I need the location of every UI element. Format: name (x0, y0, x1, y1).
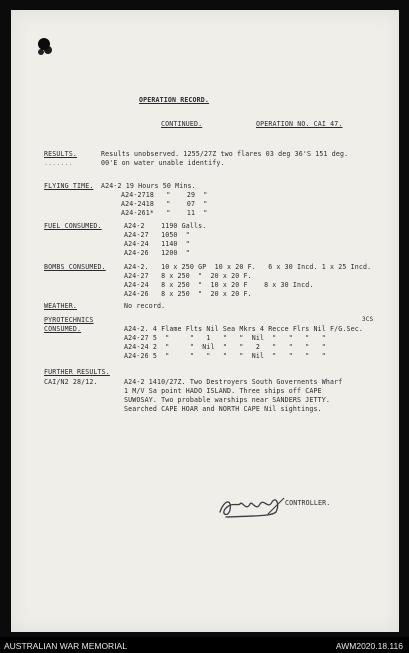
archive-footer (0, 637, 409, 653)
signature-title: CONTROLLER. (285, 499, 331, 507)
further-results-line: A24-2 1410/27Z. Two Destroyers South Governents Wharf (124, 378, 343, 386)
further-results-line: 1 M/V Sa point HADO ISLAND. Three ships off CAPE (124, 387, 322, 395)
pyrotechnics-row: A24-24 2 " " Nil " " 2 " " " " (124, 343, 326, 351)
fuel-row: A24-2 1190 Galls. (124, 222, 207, 230)
bombs-row: A24-24 8 x 250 " 10 x 20 F 8 x 30 Incd. (124, 281, 314, 289)
document-title: OPERATION RECORD. (139, 96, 210, 104)
flying-time-row: A24-2 19 Hours 50 Mins. (101, 182, 196, 190)
bombs-row: A24-26 8 x 250 " 20 x 20 F. (124, 290, 252, 298)
fuel-row: A24-26 1200 " (124, 249, 190, 257)
further-results-ref: CAI/N2 28/12. (44, 378, 98, 386)
pyrotechnics-row: A24-27 5 " " 1 " " Nil " " " " (124, 334, 326, 342)
weather-value: No record. (124, 302, 166, 310)
flying-time-row: A24-261* " 11 " (121, 209, 208, 217)
results-line-2: 00'E on water unable identify. (101, 159, 225, 167)
bombs-row: A24-2. 10 x 250 GP 10 x 20 F. 6 x 30 Incd. 1 x 25 Incd. (124, 263, 372, 271)
results-line-1: Results unobserved. 1255/27Z two flares 03 deg 36'S 151 deg. (101, 150, 349, 158)
results-underline: ....... (44, 159, 73, 167)
pyrotechnics-superscript: 3CS (362, 316, 374, 323)
continued-label: CONTINUED. (161, 120, 203, 128)
archive-id: AWM2020.18.116 (335, 641, 403, 651)
archive-name: AUSTRALIAN WAR MEMORIAL (4, 641, 127, 651)
weather-label: WEATHER. (44, 302, 77, 310)
pyrotechnics-label-2: CONSUMED. (44, 325, 82, 333)
further-results-line: SUWOSAY. Two probable warships near SANDERS JETTY. (124, 396, 330, 404)
further-results-line: Searched CAPE HOAR and NORTH CAPE Nil sightings. (124, 405, 322, 413)
further-results-label: FURTHER RESULTS. (44, 368, 110, 376)
handwritten-signature (216, 490, 288, 522)
bombs-label: BOMBS CONSUMED. (44, 263, 106, 271)
bombs-row: A24-27 8 x 250 " 20 x 20 F. (124, 272, 252, 280)
fuel-row: A24-24 1140 " (124, 240, 190, 248)
flying-time-row: A24-2418 " 07 " (121, 200, 208, 208)
pyrotechnics-row: A24-2. 4 Flame Flts Nil Sea Mkrs 4 Recce Flrs Nil F/G.Sec. (124, 325, 363, 333)
operation-number: OPERATION NO. CAI 47. (256, 120, 343, 128)
document-page (11, 10, 399, 632)
pyrotechnics-row: A24-26 5 " " " " " Nil " " " " (124, 352, 326, 360)
results-label: RESULTS. (44, 150, 77, 158)
fuel-row: A24-27 1050 " (124, 231, 190, 239)
flying-time-label: FLYING TIME. (44, 182, 94, 190)
fuel-label: FUEL CONSUMED. (44, 222, 102, 230)
punch-hole (38, 38, 50, 50)
flying-time-row: A24-2718 " 29 " (121, 191, 208, 199)
pyrotechnics-label: PYROTECHNICS (44, 316, 94, 324)
